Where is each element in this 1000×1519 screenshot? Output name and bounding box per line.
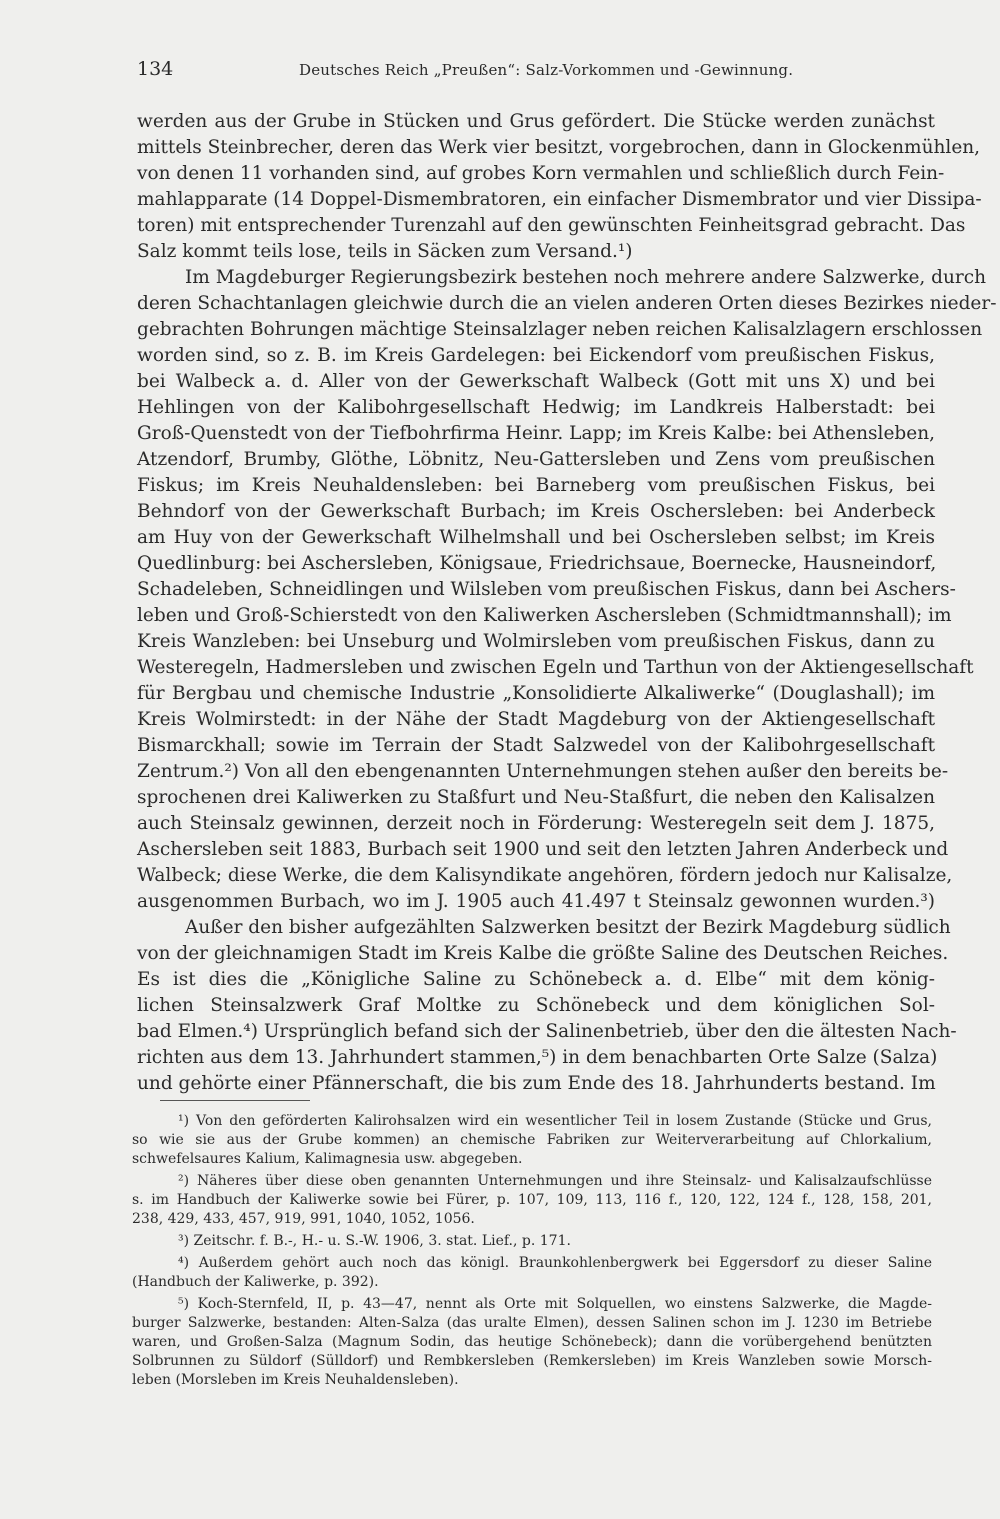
footnote-line: ⁵) Koch-Sternfeld, II, p. 43—47, nennt als Orte mit Solquellen, wo einstens Salzwerke, die Magde- [178,1296,932,1312]
body-line: worden sind, so z. B. im Kreis Gardelegen: bei Eickendorf vom preußischen Fiskus, [137,345,935,366]
running-title: Deutsches Reich „Preußen“: Salz-Vorkommen und -Gewinnung. [299,61,794,79]
body-line: toren) mit entsprechender Turenzahl auf den gewünschten Feinheitsgrad gebracht. Das [137,215,966,236]
body-line: Salz kommt teils lose, teils in Säcken zum Versand.¹) [137,241,633,262]
body-line: mittels Steinbrecher, deren das Werk vier besitzt, vorgebrochen, dann in Glockenmühlen, [137,137,981,158]
body-line: Bismarckhall; sowie im Terrain der Stadt Salzwedel von der Kalibohrgesellschaft [137,735,935,756]
footnote-line: waren, und Großen-Salza (Magnum Sodin, das heutige Schönebeck); dann die vorübergehend benützten [132,1334,932,1350]
body-line: deren Schachtanlagen gleichwie durch die an vielen anderen Orten dieses Bezirkes nieder- [137,293,997,314]
footnote-line: ⁴) Außerdem gehört auch noch das königl. Braunkohlenbergwerk bei Eggersdorf zu dieser Saline [178,1255,932,1271]
body-line: richten aus dem 13. Jahrhundert stammen,⁵) in dem benachbarten Orte Salze (Salza) [137,1047,938,1068]
body-line: Kreis Wolmirstedt: in der Nähe der Stadt Magdeburg von der Aktiengesellschaft [137,709,935,730]
body-line: lichen Steinsalzwerk Graf Moltke zu Schönebeck und dem königlichen Sol- [137,995,935,1016]
body-line: sprochenen drei Kaliwerken zu Staßfurt und Neu-Staßfurt, die neben den Kalisalzen [137,787,935,808]
page-header [137,58,937,86]
footnote-line: ³) Zeitschr. f. B.-, H.- u. S.-W. 1906, 3. stat. Lief., p. 171. [178,1233,571,1249]
body-line: Fiskus; im Kreis Neuhaldensleben: bei Barneberg vom preußischen Fiskus, bei [137,475,935,496]
body-line: Im Magdeburger Regierungsbezirk bestehen noch mehrere andere Salzwerke, durch [185,267,987,288]
body-line: werden aus der Grube in Stücken und Grus gefördert. Die Stücke werden zunächst [137,111,935,132]
body-line: Walbeck; diese Werke, die dem Kalisyndikate angehören, fördern jedoch nur Kalisalze, [137,865,953,886]
body-line: Westeregeln, Hadmersleben und zwischen Egeln und Tarthun von der Aktiengesellschaft [137,657,974,678]
body-line: Zentrum.²) Von all den ebengenannten Unternehmungen stehen außer den bereits be- [137,761,949,782]
body-line: Aschersleben seit 1883, Burbach seit 1900 und seit den letzten Jahren Anderbeck und [137,839,949,860]
body-line: bei Walbeck a. d. Aller von der Gewerkschaft Walbeck (Gott mit uns X) und bei [137,371,935,392]
footnote-line: Solbrunnen zu Süldorf (Sülldorf) und Rembkersleben (Remkersleben) im Kreis Wanzleben sowie Morsch- [132,1353,932,1369]
footnote-line: (Handbuch der Kaliwerke, p. 392). [132,1274,379,1290]
body-line: von denen 11 vorhanden sind, auf grobes Korn vermahlen und schließlich durch Fein- [137,163,945,184]
body-line: Kreis Wanzleben: bei Unseburg und Wolmirsleben vom preußischen Fiskus, dann zu [137,631,935,652]
body-line: Hehlingen von der Kalibohrgesellschaft Hedwig; im Landkreis Halberstadt: bei [137,397,935,418]
footnote-line: schwefelsaures Kalium, Kalimagnesia usw. abgegeben. [132,1151,523,1167]
footnote-line: leben (Morsleben im Kreis Neuhaldensleben). [132,1372,459,1388]
body-line: und gehörte einer Pfännerschaft, die bis zum Ende des 18. Jahrhunderts bestand. Im [137,1073,936,1094]
footnote-line: 238, 429, 433, 457, 919, 991, 1040, 1052, 1056. [132,1211,475,1227]
body-line: am Huy von der Gewerkschaft Wilhelmshall und bei Oschersleben selbst; im Kreis [137,527,935,548]
body-line: für Bergbau und chemische Industrie „Konsolidierte Alkaliwerke“ (Douglashall); im [137,683,935,704]
body-line: bad Elmen.⁴) Ursprünglich befand sich der Salinenbetrieb, über den die ältesten Nach- [137,1021,957,1042]
body-line: ausgenommen Burbach, wo im J. 1905 auch 41.497 t Steinsalz gewonnen wurden.³) [137,891,935,912]
footnote-separator [160,1100,310,1101]
body-line: Schadeleben, Schneidlingen und Wilsleben vom preußischen Fiskus, dann bei Aschers- [137,579,956,600]
footnote-line: ¹) Von den geförderten Kalirohsalzen wird ein wesentlicher Teil in losem Zustande (Stücke und Grus, [178,1113,932,1129]
page-number: 134 [137,58,174,80]
footnote-line: burger Salzwerke, bestanden: Alten-Salza (das uralte Elmen), dessen Salinen schon im J. 1230 im Betriebe [132,1315,932,1331]
body-line: gebrachten Bohrungen mächtige Steinsalzlager neben reichen Kalisalzlagern erschlossen [137,319,983,340]
body-line: Behndorf von der Gewerkschaft Burbach; im Kreis Oschersleben: bei Anderbeck [137,501,935,522]
body-line: leben und Groß-Schierstedt von den Kaliwerken Aschersleben (Schmidtmannshall); im [137,605,952,626]
body-line: mahlapparate (14 Doppel-Dismembratoren, ein einfacher Dismembrator und vier Dissipa- [137,189,982,210]
body-line: Atzendorf, Brumby, Glöthe, Löbnitz, Neu-Gattersleben und Zens vom preußischen [137,449,935,470]
footnote-line: so wie sie aus der Grube kommen) an chemische Fabriken zur Weiterverarbeitung auf Chlorkalium, [132,1132,932,1148]
body-line: Quedlinburg: bei Aschersleben, Königsaue, Friedrichsaue, Boernecke, Hausneindorf, [137,553,937,574]
body-line: Außer den bisher aufgezählten Salzwerken besitzt der Bezirk Magdeburg südlich [185,917,951,938]
footnote-line: ²) Näheres über diese oben genannten Unternehmungen und ihre Steinsalz- und Kalisalzaufschlüsse [178,1173,932,1189]
body-line: auch Steinsalz gewinnen, derzeit noch in Förderung: Westeregeln seit dem J. 1875, [137,813,935,834]
body-line: Es ist dies die „Königliche Saline zu Schönebeck a. d. Elbe“ mit dem könig- [137,969,935,990]
body-line: von der gleichnamigen Stadt im Kreis Kalbe die größte Saline des Deutschen Reiches. [137,943,949,964]
body-line: Groß-Quenstedt von der Tiefbohrfirma Heinr. Lapp; im Kreis Kalbe: bei Athensleben, [137,423,935,444]
footnote-line: s. im Handbuch der Kaliwerke sowie bei Fürer, p. 107, 109, 113, 116 f., 120, 122, 124 f., 128, 158, 201, [132,1192,932,1208]
